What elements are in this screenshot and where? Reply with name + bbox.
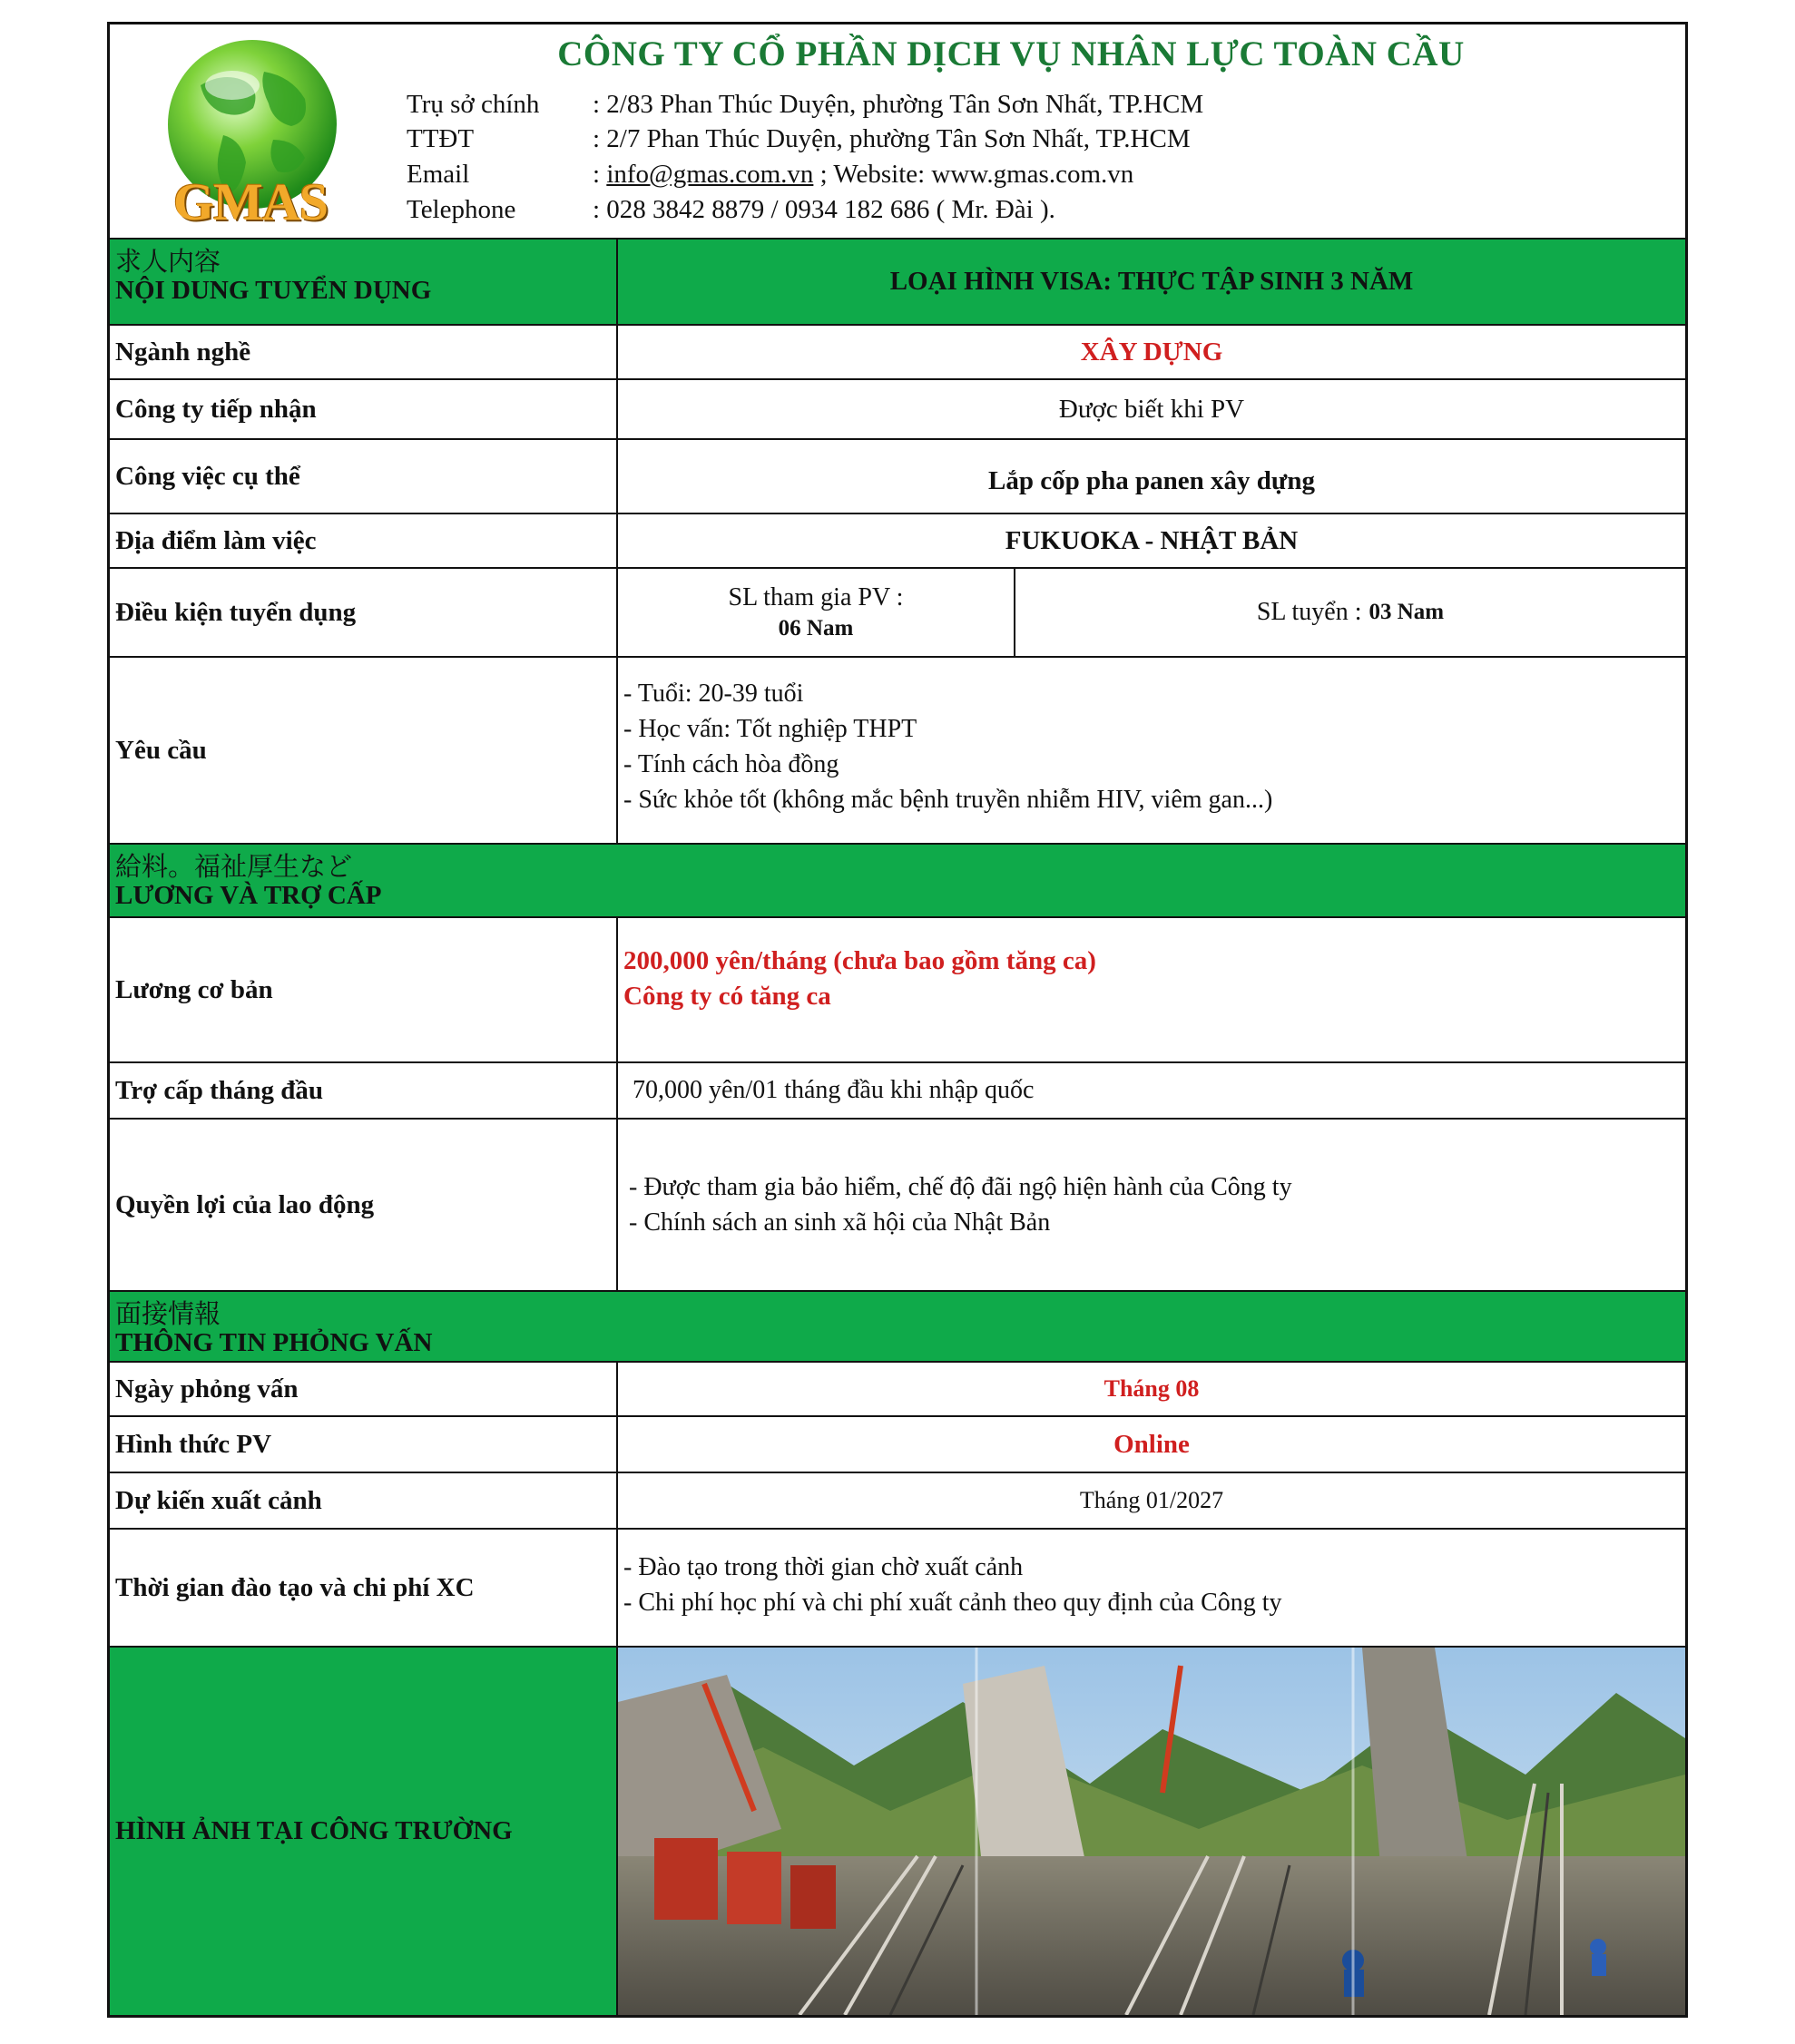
info-row-email — [407, 160, 1133, 190]
info-label: Trụ sở chính — [407, 90, 540, 119]
row-label: Ngày phỏng vấn — [110, 1363, 618, 1415]
row-conditions — [110, 569, 1685, 658]
row-label: Yêu cầu — [110, 658, 618, 843]
requirements-list — [618, 658, 1685, 843]
section-title-jp: 面接情報 — [115, 1300, 221, 1329]
row-label: Địa điểm làm việc — [110, 514, 618, 567]
base-salary-value: 200,000 yên/tháng (chưa bao gồm tăng ca) — [623, 946, 1096, 975]
requirement-item: - Tính cách hòa đồng — [623, 750, 839, 778]
row-label: Thời gian đào tạo và chi phí XC — [110, 1530, 618, 1646]
row-label: Điều kiện tuyển dụng — [110, 569, 618, 656]
row-label: Dự kiến xuất cảnh — [110, 1473, 618, 1528]
job-sheet — [107, 22, 1688, 2018]
info-value: : 2/83 Phan Thúc Duyện, phường Tân Sơn Nhất, TP.HCM — [593, 90, 1204, 119]
training-item: - Chi phí học phí và chi phí xuất cảnh theo quy định của Công ty — [623, 1589, 1282, 1617]
requirement-item: - Tuổi: 20-39 tuổi — [623, 680, 804, 708]
row-industry — [110, 326, 1685, 380]
interview-count-label: SL tham gia PV : — [728, 583, 904, 611]
row-label: HÌNH ẢNH TẠI CÔNG TRƯỜNG — [110, 1648, 618, 2015]
row-label: Công việc cụ thể — [110, 440, 618, 513]
row-label: Hình thức PV — [110, 1417, 618, 1472]
info-value: : 028 3842 8879 / 0934 182 686 ( Mr. Đài ). — [593, 195, 1055, 224]
row-label: Trợ cấp tháng đầu — [110, 1063, 618, 1118]
interview-section-header — [110, 1292, 1685, 1363]
row-label: Quyền lợi của lao động — [110, 1120, 618, 1290]
requirement-item: - Học vấn: Tốt nghiệp THPT — [623, 715, 917, 743]
hire-count-cell — [1015, 569, 1685, 656]
departure-value: Tháng 01/2027 — [1079, 1487, 1224, 1513]
row-location — [110, 514, 1685, 569]
info-row-head-office — [407, 90, 1203, 120]
construction-site-photo — [618, 1648, 1685, 2015]
logo-text: GMAS — [173, 172, 328, 231]
interview-date-value: Tháng 08 — [1103, 1375, 1200, 1402]
row-label: Ngành nghề — [110, 326, 618, 378]
info-label: TTĐT — [407, 124, 475, 153]
info-prefix: : — [593, 160, 607, 189]
interview-format-value: Online — [1113, 1429, 1190, 1459]
info-label: Telephone — [407, 195, 516, 224]
row-label: Công ty tiếp nhận — [110, 380, 618, 438]
benefit-item: - Chính sách an sinh xã hội của Nhật Bản — [629, 1208, 1051, 1237]
row-departure — [110, 1473, 1685, 1530]
company-header — [110, 24, 1685, 240]
requirement-item: - Sức khỏe tốt (không mắc bệnh truyền nhiễm HIV, viêm gan...) — [623, 786, 1273, 814]
overtime-note: Công ty có tăng ca — [623, 982, 831, 1011]
salary-section-header — [110, 845, 1685, 918]
row-first-month-allowance — [110, 1063, 1685, 1120]
training-item: - Đào tạo trong thời gian chờ xuất cảnh — [623, 1553, 1024, 1581]
training-list — [618, 1530, 1685, 1646]
base-salary-cell — [618, 918, 1685, 1061]
benefit-item: - Được tham gia bảo hiểm, chế độ đãi ngộ hiện hành của Công ty — [629, 1173, 1292, 1201]
recruitment-section-label — [110, 240, 618, 324]
row-interview-format — [110, 1417, 1685, 1473]
info-label: Email — [407, 160, 470, 189]
benefits-list — [618, 1120, 1685, 1290]
section-title-jp: 求人内容 — [115, 248, 221, 277]
row-base-salary — [110, 918, 1685, 1063]
section-title-vn: LƯƠNG VÀ TRỢ CẤP — [115, 881, 382, 910]
company-name: CÔNG TY CỔ PHẦN DỊCH VỤ NHÂN LỰC TOÀN CẦU — [557, 34, 1465, 73]
row-interview-date — [110, 1363, 1685, 1417]
gmas-logo — [146, 35, 355, 230]
job-value: Lắp cốp pha panen xây dựng — [988, 465, 1315, 495]
row-receiving-company — [110, 380, 1685, 440]
interview-count-value: 06 Nam — [778, 616, 854, 641]
row-job — [110, 440, 1685, 514]
row-benefits — [110, 1120, 1685, 1292]
info-value: : 2/7 Phan Thúc Duyện, phường Tân Sơn Nhất, TP.HCM — [593, 124, 1191, 153]
row-requirements — [110, 658, 1685, 845]
location-value: FUKUOKA - NHẬT BẢN — [1005, 525, 1299, 555]
row-site-photos — [110, 1648, 1685, 2015]
section-title-vn: NỘI DUNG TUYỂN DỤNG — [115, 276, 432, 305]
first-month-value: 70,000 yên/01 tháng đầu khi nhập quốc — [633, 1076, 1035, 1104]
interview-count-cell — [618, 569, 1015, 656]
visa-type: LOẠI HÌNH VISA: THỰC TẬP SINH 3 NĂM — [618, 240, 1685, 324]
hire-count-label: SL tuyển : — [1256, 598, 1362, 626]
industry-value: XÂY DỰNG — [1080, 337, 1223, 367]
website-text: ; Website: www.gmas.com.vn — [813, 160, 1134, 189]
company-value: Được biết khi PV — [1058, 394, 1245, 424]
hire-count-value: 03 Nam — [1368, 600, 1445, 624]
row-label: Lương cơ bản — [110, 918, 618, 1061]
row-training — [110, 1530, 1685, 1648]
info-row-telephone — [407, 195, 1055, 225]
section-title-jp: 給料。福祉厚生など — [115, 853, 353, 882]
section-title-vn: THÔNG TIN PHỎNG VẤN — [115, 1328, 433, 1357]
recruitment-section-header — [110, 240, 1685, 326]
email-link[interactable]: info@gmas.com.vn — [606, 160, 814, 189]
info-row-training-center — [407, 124, 1191, 154]
